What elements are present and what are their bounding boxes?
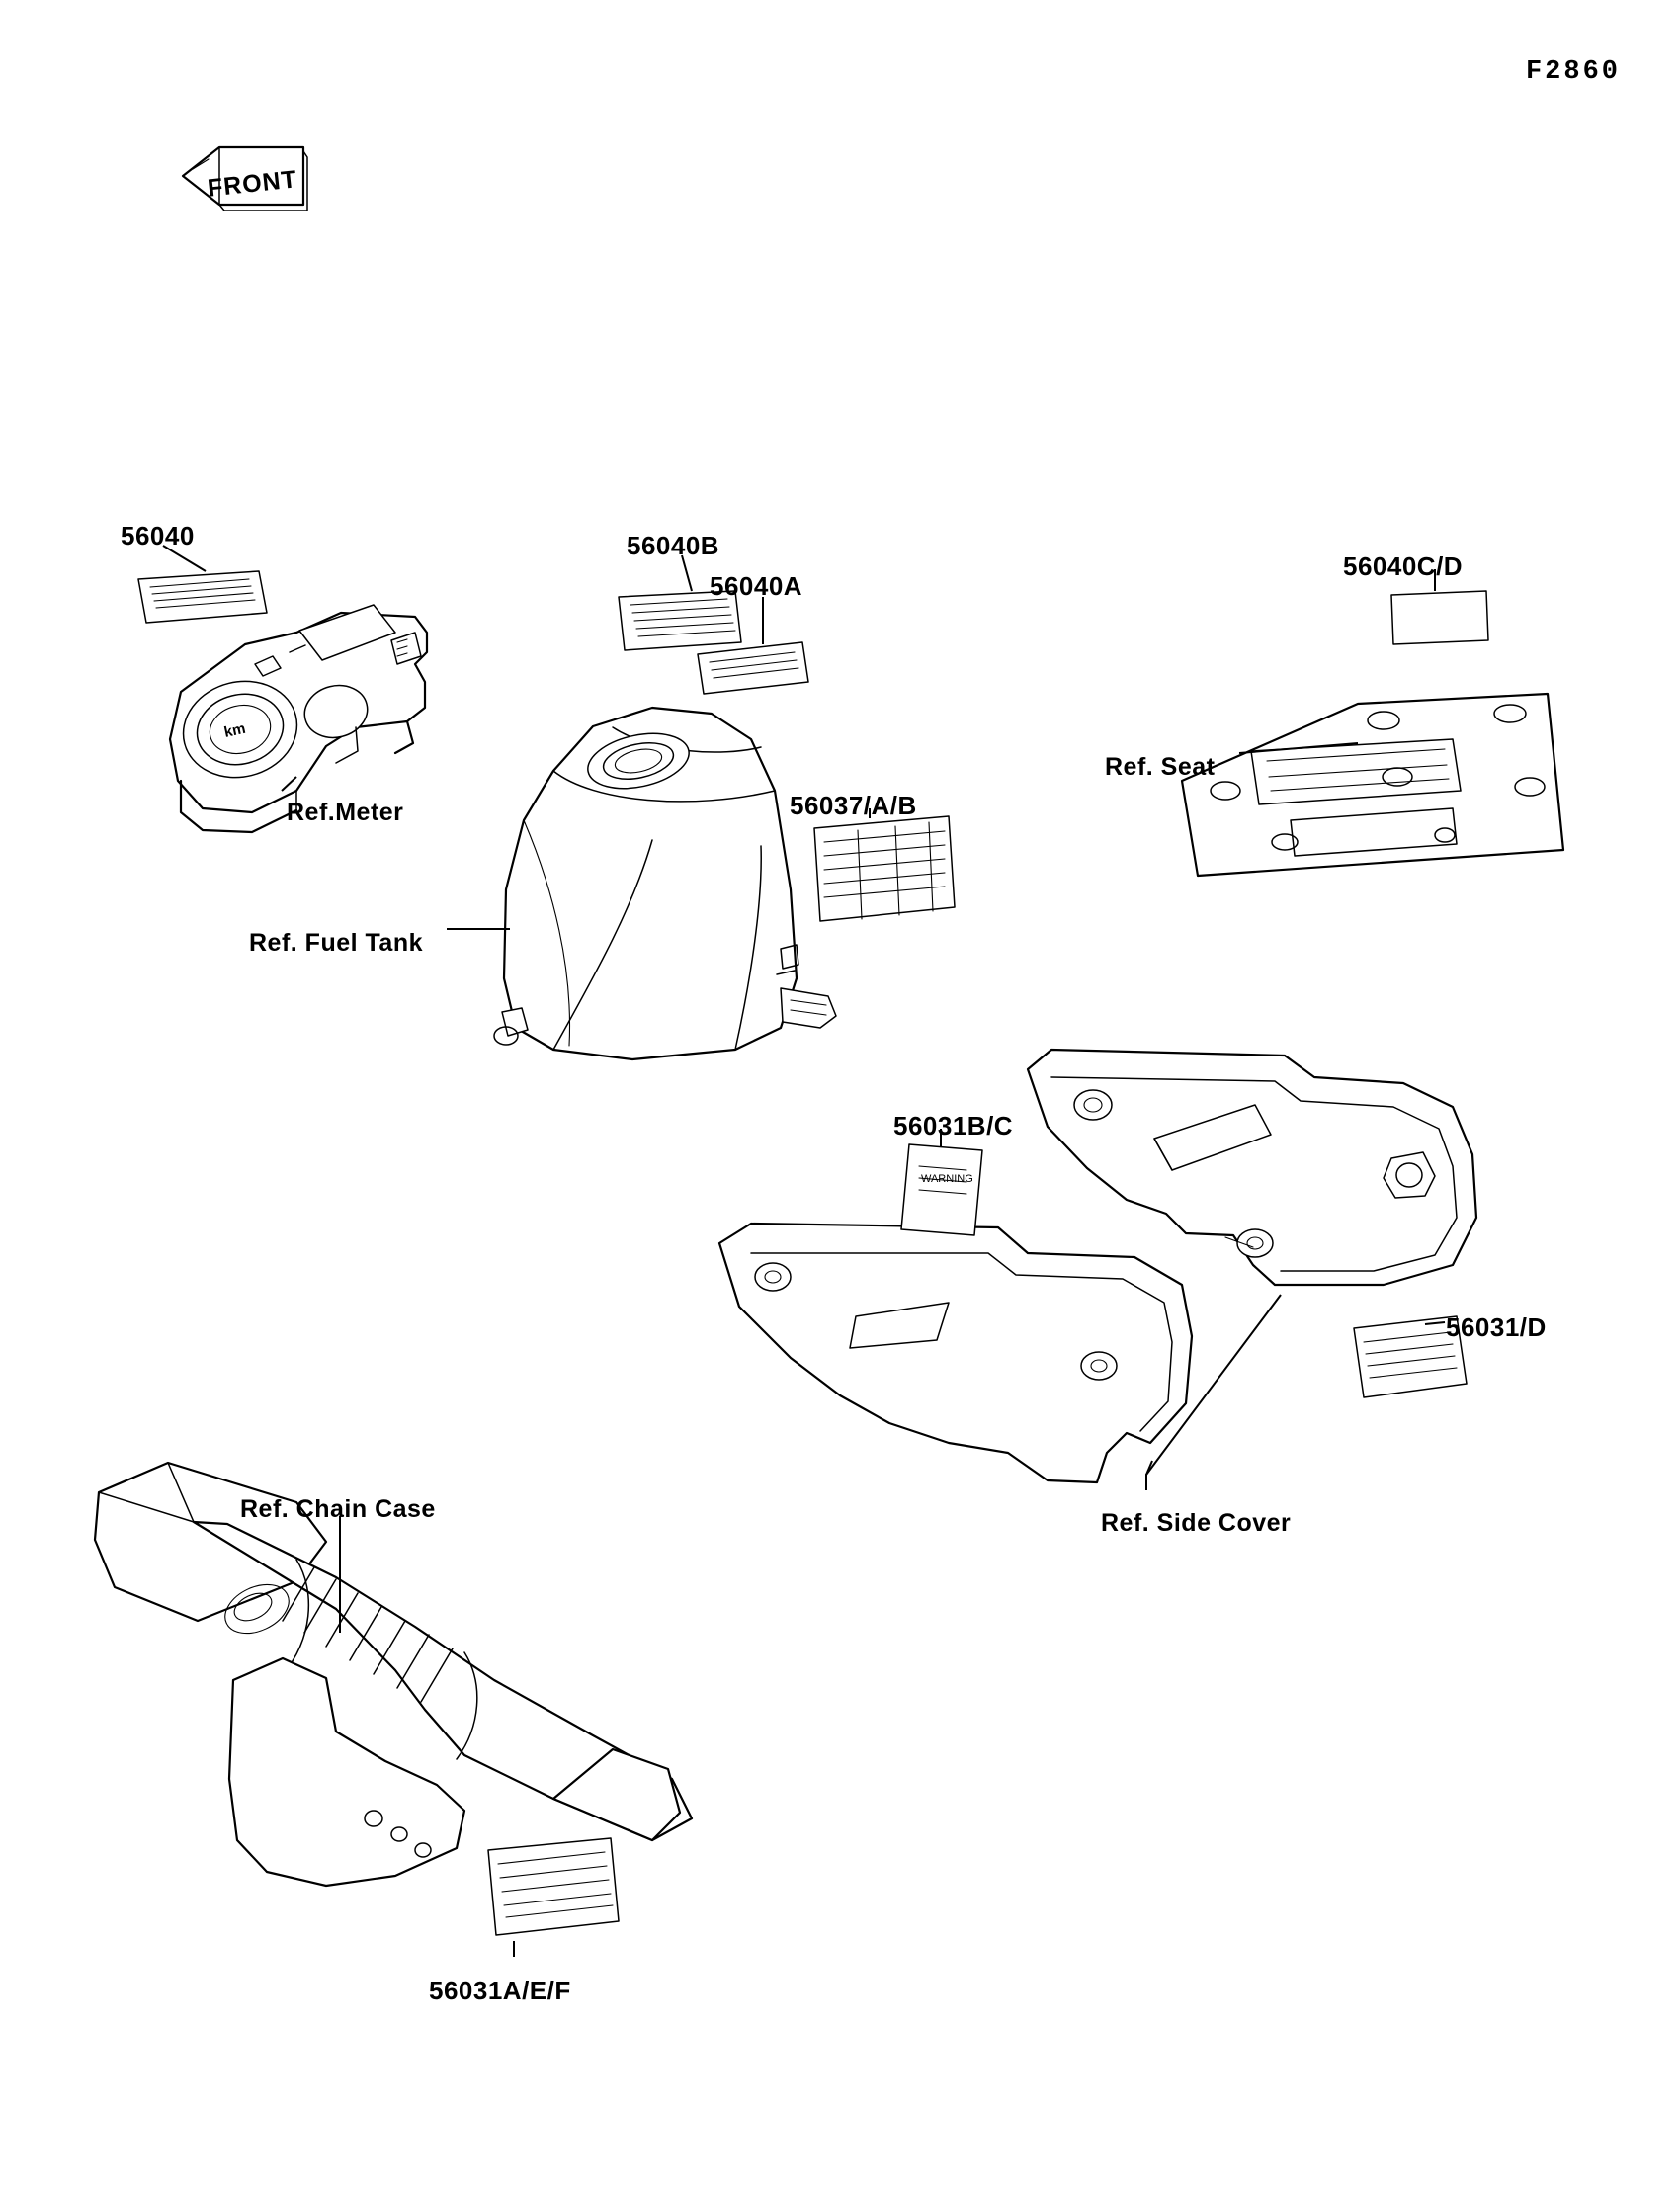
- part-label-56031d: 56031/D: [1446, 1312, 1547, 1342]
- ref-label-seat: Ref. Seat: [1105, 753, 1216, 781]
- sheet-code: F2860: [1525, 57, 1621, 87]
- part-label-56040b: 56040B: [627, 531, 720, 560]
- ref-fuel-tank-part: [494, 708, 836, 1059]
- part-56031bc-decal: [901, 1129, 982, 1235]
- part-label-56031aef: 56031A/E/F: [429, 1976, 571, 2005]
- ref-label-side-cover: Ref. Side Cover: [1101, 1509, 1292, 1537]
- part-label-56037ab: 56037/A/B: [790, 791, 917, 820]
- ref-side-cover-left: [719, 1224, 1192, 1482]
- part-56040b-decal: [619, 555, 741, 650]
- ref-side-cover-right: [1028, 1050, 1476, 1285]
- part-label-56040cd: 56040C/D: [1343, 551, 1464, 581]
- ref-label-meter: Ref.Meter: [287, 799, 404, 826]
- part-56040-decal: [138, 546, 267, 623]
- ref-label-chain-case: Ref. Chain Case: [240, 1495, 436, 1523]
- ref-chain-case-part: [95, 1463, 692, 1886]
- part-label-56031bc: 56031B/C: [893, 1111, 1014, 1141]
- part-label-56040: 56040: [121, 521, 195, 550]
- part-56037-decal: [814, 808, 955, 921]
- ref-seat-part: [1182, 694, 1563, 876]
- part-56031aef-decal: [488, 1838, 619, 1957]
- ref-label-fuel-tank: Ref. Fuel Tank: [249, 929, 424, 957]
- part-label-56040a: 56040A: [710, 571, 803, 601]
- front-marker-label: FRONT: [206, 165, 299, 203]
- svg-text:km: km: [222, 719, 248, 741]
- svg-text:WARNING: WARNING: [921, 1173, 973, 1185]
